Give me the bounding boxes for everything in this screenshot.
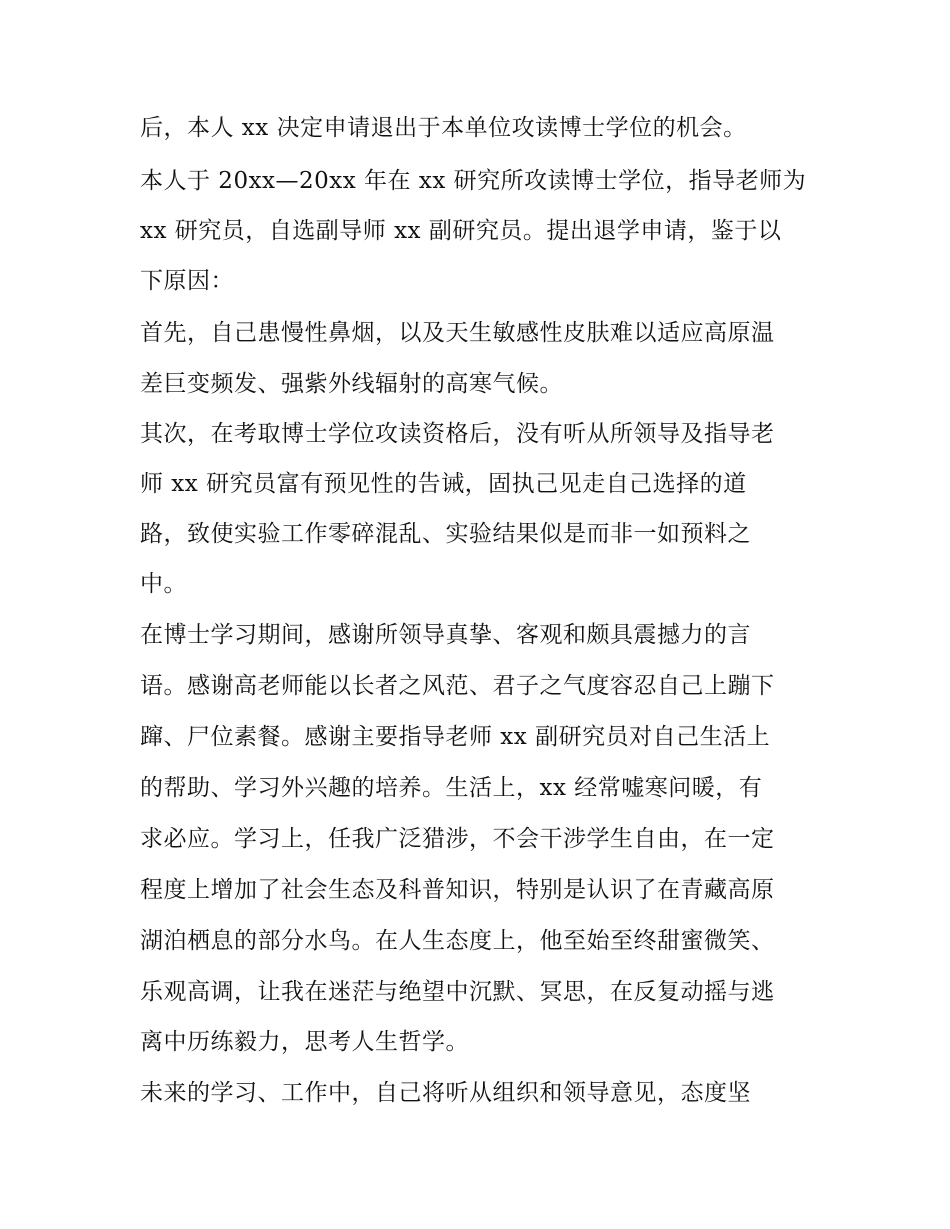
text-line: 本人于 20xx—20xx 年在 xx 研究所攻读博士学位，指导老师为: [140, 168, 807, 194]
text-line: 下原因：: [140, 268, 234, 294]
text-line: 师 xx 研究员富有预见性的告诫，固执己见走自己选择的道: [140, 471, 747, 497]
text-line: 中。: [140, 571, 187, 597]
text-line: 后，本人 xx 决定申请退出于本单位攻读博士学位的机会。: [140, 115, 747, 141]
text-line: 的帮助、学习外兴趣的培养。生活上，xx 经常嘘寒问暖，有: [140, 775, 763, 801]
text-line: xx 研究员，自选副导师 xx 副研究员。提出退学申请，鉴于以: [140, 218, 782, 244]
text-line: 路，致使实验工作零碎混乱、实验结果似是而非一如预料之: [140, 521, 751, 547]
text-line: 未来的学习、工作中，自己将听从组织和领导意见，态度坚: [140, 1080, 751, 1106]
text-line: 差巨变频发、强紫外线辐射的高寒气候。: [140, 371, 563, 397]
text-line: 求必应。学习上，任我广泛猎涉，不会干涉学生自由，在一定: [140, 826, 775, 852]
text-line: 在博士学习期间，感谢所领导真挚、客观和颇具震撼力的言: [140, 622, 751, 648]
text-line: 程度上增加了社会生态及科普知识，特别是认识了在青藏高原: [140, 877, 775, 903]
text-line: 首先，自己患慢性鼻烟，以及天生敏感性皮肤难以适应高原温: [140, 320, 775, 346]
text-line: 语。感谢高老师能以长者之风范、君子之气度容忍自己上蹦下: [140, 673, 775, 699]
text-line: 乐观高调，让我在迷茫与绝望中沉默、冥思，在反复动摇与逃: [140, 979, 775, 1005]
text-line: 湖泊栖息的部分水鸟。在人生态度上，他至始至终甜蜜微笑、: [140, 928, 775, 954]
text-line: 蹿、尸位素餐。感谢主要指导老师 xx 副研究员对自己生活上: [140, 724, 771, 750]
text-line: 其次，在考取博士学位攻读资格后，没有听从所领导及指导老: [140, 421, 775, 447]
text-line: 离中历练毅力，思考人生哲学。: [140, 1029, 469, 1055]
